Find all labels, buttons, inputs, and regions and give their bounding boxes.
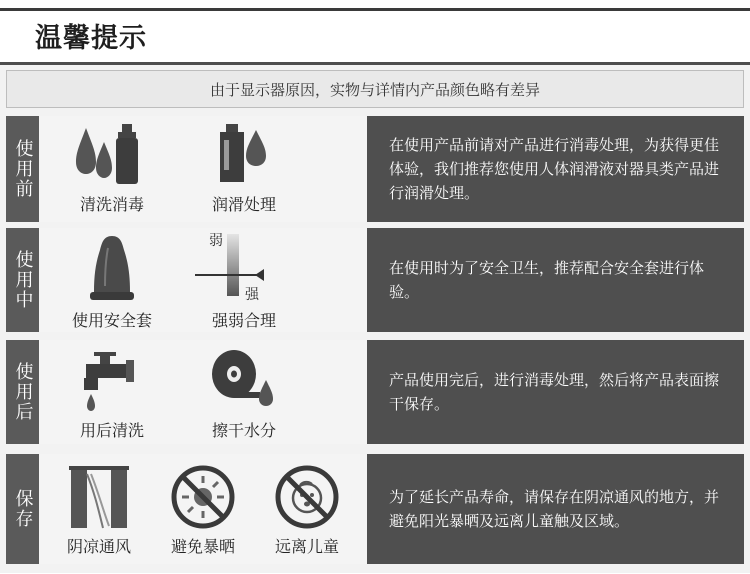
scale-pointer-arrow — [255, 269, 264, 281]
item-caption: 强弱合理 — [211, 311, 276, 330]
row-storage — [6, 454, 744, 564]
row-icons — [39, 116, 367, 222]
row-icons — [39, 340, 367, 444]
item-caption: 阴凉通风 — [66, 537, 131, 556]
row-before-use — [6, 116, 744, 222]
item-dry — [189, 348, 299, 441]
item-intensity — [189, 230, 299, 331]
row-description: 产品使用完后，进行消毒处理，然后将产品表面擦干保存。 — [367, 340, 744, 444]
item-caption: 擦干水分 — [211, 421, 276, 440]
row-icons — [39, 228, 367, 332]
item-ventilation — [49, 464, 149, 557]
scale-strong-label: 强 — [245, 287, 259, 303]
scale-bar — [227, 234, 239, 296]
item-no-sun — [153, 464, 253, 557]
condom-icon — [72, 232, 152, 304]
item-no-children — [257, 464, 357, 557]
item-caption: 远离儿童 — [274, 537, 339, 556]
row-icons — [39, 454, 367, 564]
row-label: 保存 — [6, 454, 39, 564]
item-caption: 润滑处理 — [211, 195, 276, 214]
row-description: 为了延长产品寿命，请保存在阴凉通风的地方，并避免阳光暴晒及远离儿童触及区域。 — [367, 454, 744, 564]
no-sun-icon — [168, 464, 238, 530]
curtain-icon — [59, 464, 139, 530]
scale-pointer-line — [195, 274, 257, 276]
row-label: 使用后 — [6, 340, 39, 444]
item-caption: 避免暴晒 — [170, 537, 235, 556]
spray-bottle-icon — [72, 122, 152, 188]
item-caption: 清洗消毒 — [79, 195, 144, 214]
row-description: 在使用时为了安全卫生，推荐配合安全套进行体验。 — [367, 228, 744, 332]
lubricant-bottle-icon — [204, 122, 284, 188]
paper-roll-icon — [204, 348, 284, 414]
scale-weak-label: 弱 — [209, 233, 223, 249]
item-caption: 用后清洗 — [79, 421, 144, 440]
no-children-icon — [272, 464, 342, 530]
intensity-scale-icon — [189, 230, 299, 304]
top-rule — [0, 8, 750, 11]
color-notice: 由于显示器原因，实物与详情内产品颜色略有差异 — [6, 70, 744, 108]
row-during-use — [6, 228, 744, 332]
row-label: 使用前 — [6, 116, 39, 222]
row-after-use — [6, 340, 744, 444]
faucet-icon — [72, 348, 152, 414]
item-clean — [57, 122, 167, 215]
item-lubricate — [189, 122, 299, 215]
page-title: 温馨提示 — [35, 23, 147, 54]
item-caption: 使用安全套 — [71, 311, 152, 330]
item-wash — [57, 348, 167, 441]
row-description: 在使用产品前请对产品进行消毒处理，为获得更佳体验，我们推荐您使用人体润滑液对器具类产品进行润滑处理。 — [367, 116, 744, 222]
row-label: 使用中 — [6, 228, 39, 332]
item-condom — [57, 232, 167, 331]
